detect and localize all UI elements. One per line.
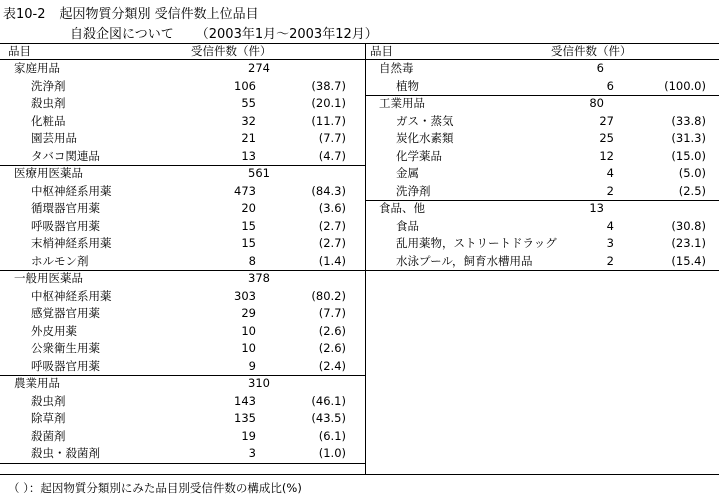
group-row bbox=[0, 270, 365, 288]
item-count: 473 bbox=[234, 183, 256, 198]
item-count: 32 bbox=[241, 113, 256, 128]
group-row bbox=[0, 375, 365, 393]
table-title bbox=[3, 3, 259, 22]
header-left-item: 品目 bbox=[8, 44, 31, 58]
item-row bbox=[365, 78, 719, 96]
item-name: 殺菌剤 bbox=[31, 428, 66, 443]
item-count: 6 bbox=[606, 78, 614, 93]
item-percent: (46.1) bbox=[311, 393, 346, 408]
group-name: 農業用品 bbox=[14, 376, 60, 390]
item-count: 8 bbox=[248, 253, 256, 268]
item-count: 15 bbox=[241, 236, 256, 250]
item-count: 9 bbox=[248, 358, 256, 373]
item-name: 公衆衛生用薬 bbox=[31, 341, 100, 355]
group-name: 家庭用品 bbox=[14, 61, 60, 75]
header-left-count: 受信件数（件） bbox=[191, 44, 272, 58]
group-name: 医療用医薬品 bbox=[14, 166, 83, 180]
table-number: 表10-2 bbox=[3, 7, 46, 22]
item-name: 植物 bbox=[396, 78, 419, 93]
item-row bbox=[365, 148, 719, 166]
group-count: 13 bbox=[589, 201, 604, 215]
item-name: 洗浄剤 bbox=[31, 78, 66, 93]
group-name: 食品、他 bbox=[379, 201, 425, 215]
item-row bbox=[365, 183, 719, 201]
item-count: 2 bbox=[606, 253, 614, 268]
item-row bbox=[0, 305, 365, 323]
item-row bbox=[365, 218, 719, 236]
item-count: 3 bbox=[248, 446, 256, 460]
item-name: 末梢神経系用薬 bbox=[31, 236, 112, 250]
item-name: 呼吸器官用薬 bbox=[31, 358, 100, 373]
item-count: 143 bbox=[234, 393, 256, 408]
item-name: 殺虫剤 bbox=[31, 96, 66, 110]
item-percent: (30.8) bbox=[671, 218, 706, 233]
item-name: 化学薬品 bbox=[396, 148, 442, 163]
item-percent: (15.4) bbox=[671, 253, 706, 268]
item-percent: (4.7) bbox=[318, 148, 346, 163]
item-name: 感覚器官用薬 bbox=[31, 306, 100, 320]
item-name: 食品 bbox=[396, 218, 419, 233]
item-count: 106 bbox=[234, 78, 256, 93]
item-row bbox=[0, 235, 365, 253]
item-row bbox=[0, 253, 365, 271]
item-count: 4 bbox=[606, 166, 614, 180]
item-percent: (2.7) bbox=[318, 218, 346, 233]
item-row bbox=[0, 130, 365, 148]
group-name: 工業用品 bbox=[379, 96, 425, 110]
item-row bbox=[0, 445, 365, 463]
item-percent: (23.1) bbox=[671, 236, 706, 250]
item-percent: (15.0) bbox=[671, 148, 706, 163]
group-count: 310 bbox=[248, 376, 270, 390]
group-count: 274 bbox=[248, 61, 270, 75]
item-name: 除草剤 bbox=[31, 411, 66, 425]
item-name: タバコ関連品 bbox=[31, 148, 100, 163]
item-row bbox=[0, 95, 365, 113]
item-count: 135 bbox=[234, 411, 256, 425]
item-count: 21 bbox=[241, 131, 256, 145]
item-group bbox=[365, 95, 719, 200]
item-count: 10 bbox=[241, 341, 256, 355]
item-name: 殺虫剤 bbox=[31, 393, 66, 408]
item-row bbox=[0, 393, 365, 411]
item-row bbox=[0, 183, 365, 201]
footnote: （ ）：起因物質分類別にみた品目別受信件数の構成比(%) bbox=[8, 481, 302, 495]
item-percent: (3.6) bbox=[318, 201, 346, 215]
item-count: 27 bbox=[599, 113, 614, 128]
item-name: 外皮用薬 bbox=[31, 323, 77, 338]
item-group bbox=[365, 200, 719, 270]
item-name: 化粧品 bbox=[31, 113, 66, 128]
item-group bbox=[0, 60, 365, 165]
item-count: 12 bbox=[599, 148, 614, 163]
header-right-count: 受信件数（件） bbox=[551, 44, 632, 58]
item-name: ガス・蒸気 bbox=[396, 113, 454, 128]
item-row bbox=[0, 428, 365, 446]
item-percent: (80.2) bbox=[311, 288, 346, 303]
item-row bbox=[365, 235, 719, 253]
group-separator bbox=[366, 270, 719, 271]
item-percent: (2.4) bbox=[318, 358, 346, 373]
item-count: 20 bbox=[241, 201, 256, 215]
item-name: 水泳プール，飼育水槽用品 bbox=[396, 253, 533, 268]
item-percent: (43.5) bbox=[311, 411, 346, 425]
group-name: 一般用医薬品 bbox=[14, 271, 83, 285]
item-percent: (100.0) bbox=[664, 78, 706, 93]
item-percent: (84.3) bbox=[311, 183, 346, 198]
item-percent: (6.1) bbox=[318, 428, 346, 443]
item-percent: (31.3) bbox=[671, 131, 706, 145]
item-count: 10 bbox=[241, 323, 256, 338]
item-percent: (38.7) bbox=[311, 78, 346, 93]
item-row bbox=[0, 78, 365, 96]
item-row bbox=[365, 253, 719, 271]
item-row bbox=[0, 288, 365, 306]
group-count: 378 bbox=[248, 271, 270, 285]
item-name: 乱用薬物，ストリートドラッグ bbox=[396, 236, 557, 250]
item-percent: (7.7) bbox=[318, 306, 346, 320]
item-count: 25 bbox=[599, 131, 614, 145]
item-percent: (20.1) bbox=[311, 96, 346, 110]
item-row bbox=[365, 165, 719, 183]
group-row bbox=[365, 200, 719, 218]
item-percent: (2.6) bbox=[318, 341, 346, 355]
item-name: 循環器官用薬 bbox=[31, 201, 100, 215]
item-name: 殺虫・殺菌剤 bbox=[31, 446, 100, 460]
item-group bbox=[0, 165, 365, 270]
item-name: 炭化水素類 bbox=[396, 131, 454, 145]
item-percent: (7.7) bbox=[318, 131, 346, 145]
item-count: 19 bbox=[241, 428, 256, 443]
item-row bbox=[0, 148, 365, 166]
item-row bbox=[0, 218, 365, 236]
item-name: ホルモン剤 bbox=[31, 253, 89, 268]
item-count: 13 bbox=[241, 148, 256, 163]
item-group bbox=[365, 60, 719, 95]
table-subtitle bbox=[70, 23, 378, 42]
item-group bbox=[0, 375, 365, 463]
group-row bbox=[0, 60, 365, 78]
item-name: 呼吸器官用薬 bbox=[31, 218, 100, 233]
group-count: 80 bbox=[589, 96, 604, 110]
table-main-title: 起因物質分類別 受信件数上位品目 bbox=[59, 7, 259, 22]
item-row bbox=[365, 130, 719, 148]
group-count: 6 bbox=[596, 61, 604, 75]
table-period: （2003年1月～2003年12月） bbox=[195, 27, 378, 42]
item-count: 55 bbox=[241, 96, 256, 110]
item-count: 4 bbox=[606, 218, 614, 233]
item-percent: (11.7) bbox=[311, 113, 346, 128]
table-bottom-border bbox=[0, 474, 719, 475]
item-percent: (1.0) bbox=[318, 446, 346, 460]
item-group bbox=[0, 270, 365, 375]
item-name: 金属 bbox=[396, 166, 419, 180]
item-row bbox=[0, 358, 365, 376]
item-count: 2 bbox=[606, 183, 614, 198]
item-count: 29 bbox=[241, 306, 256, 320]
item-name: 中枢神経系用薬 bbox=[31, 183, 112, 198]
item-row bbox=[365, 113, 719, 131]
group-separator bbox=[0, 463, 365, 464]
item-row bbox=[0, 200, 365, 218]
table-subject: 自殺企図について bbox=[70, 27, 174, 42]
item-name: 園芸用品 bbox=[31, 131, 77, 145]
item-percent: (5.0) bbox=[678, 166, 706, 180]
item-name: 中枢神経系用薬 bbox=[31, 288, 112, 303]
item-row bbox=[0, 323, 365, 341]
item-count: 3 bbox=[606, 236, 614, 250]
item-row bbox=[0, 410, 365, 428]
group-row bbox=[365, 95, 719, 113]
item-percent: (2.5) bbox=[678, 183, 706, 198]
group-name: 自然毒 bbox=[379, 61, 414, 75]
item-name: 洗浄剤 bbox=[396, 183, 431, 198]
item-row bbox=[0, 340, 365, 358]
item-count: 303 bbox=[234, 288, 256, 303]
item-percent: (2.6) bbox=[318, 323, 346, 338]
group-row bbox=[0, 165, 365, 183]
group-count: 561 bbox=[248, 166, 270, 180]
item-percent: (33.8) bbox=[671, 113, 706, 128]
item-count: 15 bbox=[241, 218, 256, 233]
item-percent: (1.4) bbox=[318, 253, 346, 268]
item-row bbox=[0, 113, 365, 131]
header-right-item: 品目 bbox=[370, 44, 393, 58]
item-percent: (2.7) bbox=[318, 236, 346, 250]
group-row bbox=[365, 60, 719, 78]
